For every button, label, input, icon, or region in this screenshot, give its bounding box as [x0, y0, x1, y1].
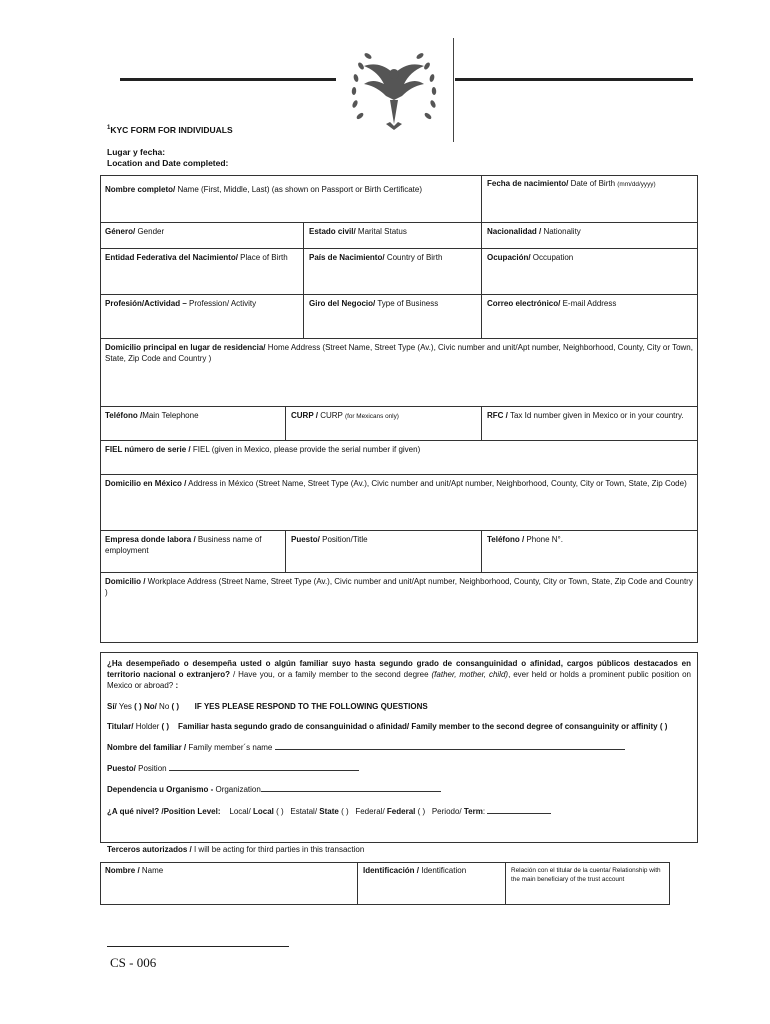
header-rule-left — [120, 78, 336, 81]
pep-question: ¿Ha desempeñado o desempeña usted o algún familiar suyo hasta segundo grado de consanguinidad o afinidad, cargos públicos destacados en territorio nacional o extranjero? / Have you, or a family member to the second degree (father, mother, child), ever held or holds a prominent public position on Mexico or abroad? : — [107, 659, 691, 691]
employer-field[interactable]: Empresa donde labora / Business name of employment — [100, 531, 286, 573]
dob-field[interactable]: Fecha de nacimiento/ Date of Birth (mm/dd/yyyy) — [482, 175, 698, 223]
yes-checkbox[interactable]: ( ) — [134, 701, 142, 711]
third-identification-field[interactable]: Identificación / Identification — [358, 862, 506, 905]
mexico-address-field[interactable]: Domicilio en México / Address in México (Street Name, Street Type (Av.), Civic number and unit/Apt number, Neighborhood, County, City or Town, State, Zip Code) — [100, 475, 698, 531]
family-checkbox[interactable]: ( ) — [659, 721, 668, 731]
full-name-field[interactable]: Nombre completo/ Name (First, Middle, Last) (as shown on Passport or Birth Certificate) — [100, 175, 482, 223]
main-telephone-field[interactable]: Teléfono /Main Telephone — [100, 407, 286, 441]
pep-position: Puesto/ Position — [107, 762, 691, 774]
term-line[interactable] — [487, 805, 551, 814]
fiel-field[interactable]: FIEL número de serie / FIEL (given in Mexico, please provide the serial number if given) — [100, 441, 698, 475]
work-phone-field[interactable]: Teléfono / Phone N°. — [482, 531, 698, 573]
place-of-birth-field[interactable]: Entidad Federativa del Nacimiento/ Place of Birth — [100, 249, 304, 295]
occupation-field[interactable]: Ocupación/ Occupation — [482, 249, 698, 295]
third-parties-title: Terceros autorizados / I will be acting for third parties in this transaction — [107, 845, 365, 854]
federal-checkbox[interactable]: ( ) — [417, 806, 426, 816]
pep-section — [100, 652, 698, 843]
pep-holder-family: Titular/ Holder ( ) Familiar hasta segundo grado de consanguinidad o afinidad/ Family member to the second degree of consanguinity or affinity ( ) — [107, 721, 668, 731]
header-rule-right — [455, 78, 693, 81]
position-field[interactable]: Puesto/ Position/Title — [286, 531, 482, 573]
marital-status-field[interactable]: Estado civil/ Marital Status — [304, 223, 482, 249]
pep-organization: Dependencia u Organismo - Organization — [107, 783, 691, 795]
business-type-field[interactable]: Giro del Negocio/ Type of Business — [304, 295, 482, 339]
state-checkbox[interactable]: ( ) — [341, 806, 349, 816]
header-divider — [453, 38, 454, 142]
workplace-address-field[interactable]: Domicilio / Workplace Address (Street Name, Street Type (Av.), Civic number and unit/Apt number, Neighborhood, County, City or Town, State, Zip Code and Country ) — [105, 577, 693, 597]
organization-line[interactable] — [261, 783, 441, 792]
country-of-birth-field[interactable]: País de Nacimiento/ Country of Birth — [304, 249, 482, 295]
family-name-line[interactable] — [275, 741, 625, 750]
curp-field[interactable]: CURP / CURP (for Mexicans only) — [286, 407, 482, 441]
holder-checkbox[interactable]: ( ) — [161, 721, 170, 731]
nationality-field[interactable]: Nacionalidad / Nationality — [482, 223, 698, 249]
no-checkbox[interactable]: ( ) — [171, 701, 180, 711]
third-relationship-field[interactable]: Relación con el titular de la cuenta/ Relationship with the main beneficiary of the trust account — [511, 867, 661, 884]
pep-yes-no: Sí/ Yes ( ) No/ No ( ) IF YES PLEASE RESPOND TO THE FOLLOWING QUESTIONS — [107, 701, 428, 711]
local-checkbox[interactable]: ( ) — [276, 806, 284, 816]
profession-field[interactable]: Profesión/Actividad – Profession/ Activity — [100, 295, 304, 339]
email-field[interactable]: Correo electrónico/ E-mail Address — [482, 295, 698, 339]
pep-family-name: Nombre del familiar / Family member´s name — [107, 741, 691, 753]
location-date: Lugar y fecha: Location and Date completed: — [107, 147, 229, 169]
form-title: $^1$KYC FORM FOR INDIVIDUALS — [107, 125, 233, 135]
footnote-rule — [107, 946, 289, 947]
eagle-laurel-logo — [346, 44, 442, 136]
gender-field[interactable]: Género/ Gender — [100, 223, 304, 249]
form-code: CS - 006 — [110, 955, 157, 970]
pep-position-line[interactable] — [169, 762, 359, 771]
third-name-field[interactable]: Nombre / Name — [100, 862, 358, 905]
rfc-field[interactable]: RFC / Tax Id number given in Mexico or in your country. — [482, 407, 698, 441]
pep-level: ¿A qué nivel? /Position Level: Local/ Local ( ) Estatal/ State ( ) Federal/ Federal ( ) Periodo/ Term: — [107, 805, 691, 817]
home-address-field[interactable]: Domicilio principal en lugar de residencia/ Home Address (Street Name, Street Type (Av.), Civic number and unit/Apt number, Neighborhood, County, City or Town, State, Zip Code and Country ) — [100, 339, 698, 407]
